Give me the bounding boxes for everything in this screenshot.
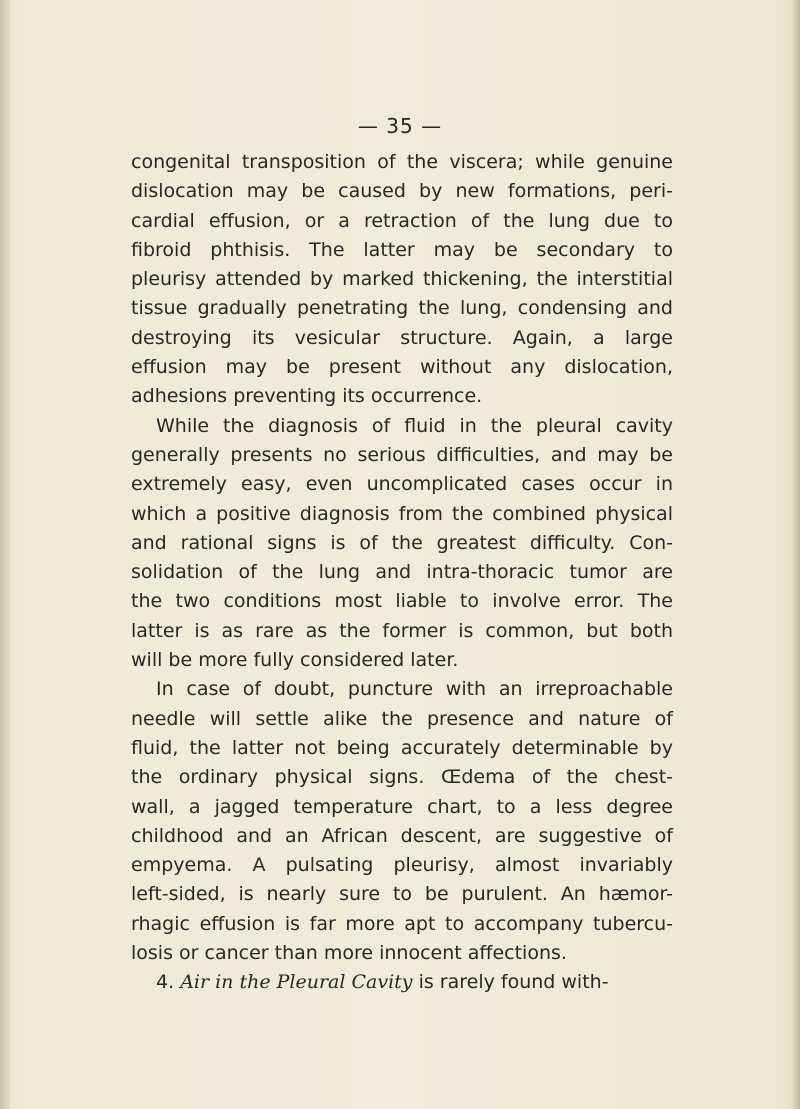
text-line: which a positive diagnosis from the combined physical	[131, 502, 673, 525]
text-line: extremely easy, even uncomplicated cases occur in	[131, 473, 673, 496]
text-line: dislocation may be caused by new formations, peri-	[131, 180, 673, 203]
text-line: left-sided, is nearly sure to be purulent. An hæmor-	[131, 883, 673, 906]
text-line: While the diagnosis of fluid in the pleural cavity	[156, 414, 673, 437]
text-line: congenital transposition of the viscera; while genuine	[131, 151, 673, 173]
section-heading: Air in the Pleural Cavity	[180, 971, 413, 994]
text-line: latter is as rare as the former is common, but both	[131, 619, 673, 642]
text-line: will be more fully considered later.	[131, 649, 459, 672]
section-heading-continuation: is rarely found with-	[412, 971, 609, 994]
text-line: wall, a jagged temperature chart, to a less degree	[131, 795, 673, 818]
text-line: the two conditions most liable to involve error. The	[131, 590, 673, 613]
text-line: effusion may be present without any dislocation,	[131, 356, 673, 379]
body-text	[131, 148, 673, 998]
text-line: generally presents no serious difficulties, and may be	[131, 443, 673, 466]
text-line: childhood and an African descent, are suggestive of	[131, 824, 673, 847]
page-left-edge	[0, 0, 10, 1109]
text-line: cardial effusion, or a retraction of the lung due to	[131, 209, 673, 232]
text-line: fluid, the latter not being accurately determinable by	[131, 736, 673, 759]
page-number: — 35 —	[357, 114, 443, 138]
text-line: fibroid phthisis. The latter may be secondary to	[131, 238, 673, 261]
section-number: 4.	[156, 971, 175, 994]
text-line: adhesions preventing its occurrence.	[131, 385, 483, 408]
text-line: empyema. A pulsating pleurisy, almost invariably	[131, 854, 673, 877]
text-lines	[131, 148, 673, 968]
text-line: pleurisy attended by marked thickening, the interstitial	[131, 268, 673, 291]
text-line: losis or cancer than more innocent affections.	[131, 942, 567, 965]
text-line: and rational signs is of the greatest difficulty. Con-	[131, 531, 673, 554]
page-right-edge	[792, 0, 800, 1109]
text-line: In case of doubt, puncture with an irreproachable	[156, 678, 673, 701]
text-line: destroying its vesicular structure. Again, a large	[131, 326, 673, 349]
text-line: tissue gradually penetrating the lung, condensing and	[131, 297, 673, 320]
text-line: the ordinary physical signs. Œdema of the chest-	[131, 766, 673, 789]
text-line: needle will settle alike the presence and nature of	[131, 707, 673, 730]
text-line: rhagic effusion is far more apt to accompany tubercu-	[131, 912, 673, 935]
text-line: solidation of the lung and intra-thoracic tumor are	[131, 561, 673, 584]
section-heading-line	[131, 968, 673, 997]
